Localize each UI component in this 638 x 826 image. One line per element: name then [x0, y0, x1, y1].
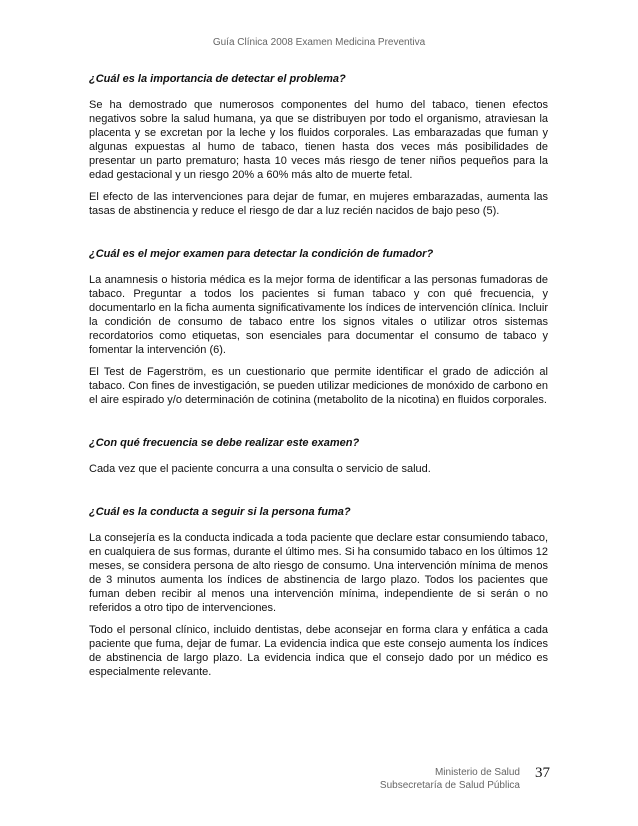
paragraph: Cada vez que el paciente concurra a una consulta o servicio de salud. [89, 463, 431, 475]
footer-subsecretaria: Subsecretaría de Salud Pública [379, 780, 520, 791]
section-question: ¿Cuál es la conducta a seguir si la persona fuma? [89, 506, 351, 518]
footer-ministry: Ministerio de Salud [434, 767, 520, 778]
section-spacer [89, 226, 548, 247]
section-question: ¿Con qué frecuencia se debe realizar este examen? [89, 437, 360, 449]
section-spacer [89, 415, 548, 436]
section-spacer [89, 484, 548, 505]
section-question: ¿Cuál es la importancia de detectar el problema? [89, 73, 346, 85]
section-best-exam [89, 247, 548, 407]
paragraph: El efecto de las intervenciones para dejar de fumar, en mujeres embarazadas, aumenta las tasas de abstinencia y reduce el riesgo de dar a luz recién nacidos de bajo peso (5). [89, 191, 548, 217]
page-content [89, 72, 548, 687]
paragraph: El Test de Fagerström, es un cuestionario que permite identificar el grado de adicción al tabaco. Con fines de investigación, se pueden utilizar mediciones de monóxido de carbono en el aire espirado y/o determinación de cotinina (metabolito de la nicotina) en fluidos corporales. [89, 366, 548, 406]
section-conduct [89, 505, 548, 679]
section-question: ¿Cuál es el mejor examen para detectar la condición de fumador? [89, 248, 434, 260]
section-importance [89, 72, 548, 218]
section-frequency [89, 436, 548, 476]
paragraph: Todo el personal clínico, incluido dentistas, debe aconsejar en forma clara y enfática a cada paciente que fuma, dejar de fumar. La evidencia indica que este consejo aumenta los índices de abstinencia de largo plazo. La evidencia indica que el consejo dado por un médico es especialmente relevante. [89, 624, 548, 678]
paragraph: La anamnesis o historia médica es la mejor forma de identificar a las personas fumadoras de tabaco. Preguntar a todos los pacientes si fuman tabaco y con qué frecuencia, y documentarlo en la ficha aumenta significativamente los índices de intervención clínica. Incluir la condición de consumo de tabaco entre los signos vitales o utilizar otros sistemas recordatorios como etiquetas, son esenciales para documentar el consumo de tabaco y fomentar la intervención (6). [89, 274, 548, 356]
running-header: Guía Clínica 2008 Examen Medicina Preventiva [212, 37, 426, 48]
paragraph: Se ha demostrado que numerosos componentes del humo del tabaco, tienen efectos negativos sobre la salud humana, ya que se distribuyen por todo el organismo, atraviesan la placenta y se excretan por la leche y los fluidos corporales. Las embarazadas que fuman y algunas expuestas al humo de tabaco, tienen hasta dos veces más posibilidades de presentar un parto prematuro; hasta 10 veces más riesgo de tener niños pequeños para la edad gestacional y un riesgo 20% a 60% más alto de muerte fetal. [89, 99, 548, 181]
paragraph: La consejería es la conducta indicada a toda paciente que declare estar consumiendo tabaco, en cualquiera de sus formas, durante el último mes. Si ha consumido tabaco en los últimos 12 meses, se considera persona de alto riesgo de consumo. Una intervención mínima de menos de 3 minutos aumenta los índices de abstinencia de largo plazo. Todos los pacientes que fuman deben recibir al menos una intervención mínima, independiente de si serán o no referidos a otro tipo de intervenciones. [89, 532, 548, 614]
footer-institution [380, 766, 520, 792]
page-number: 37 [535, 765, 550, 781]
